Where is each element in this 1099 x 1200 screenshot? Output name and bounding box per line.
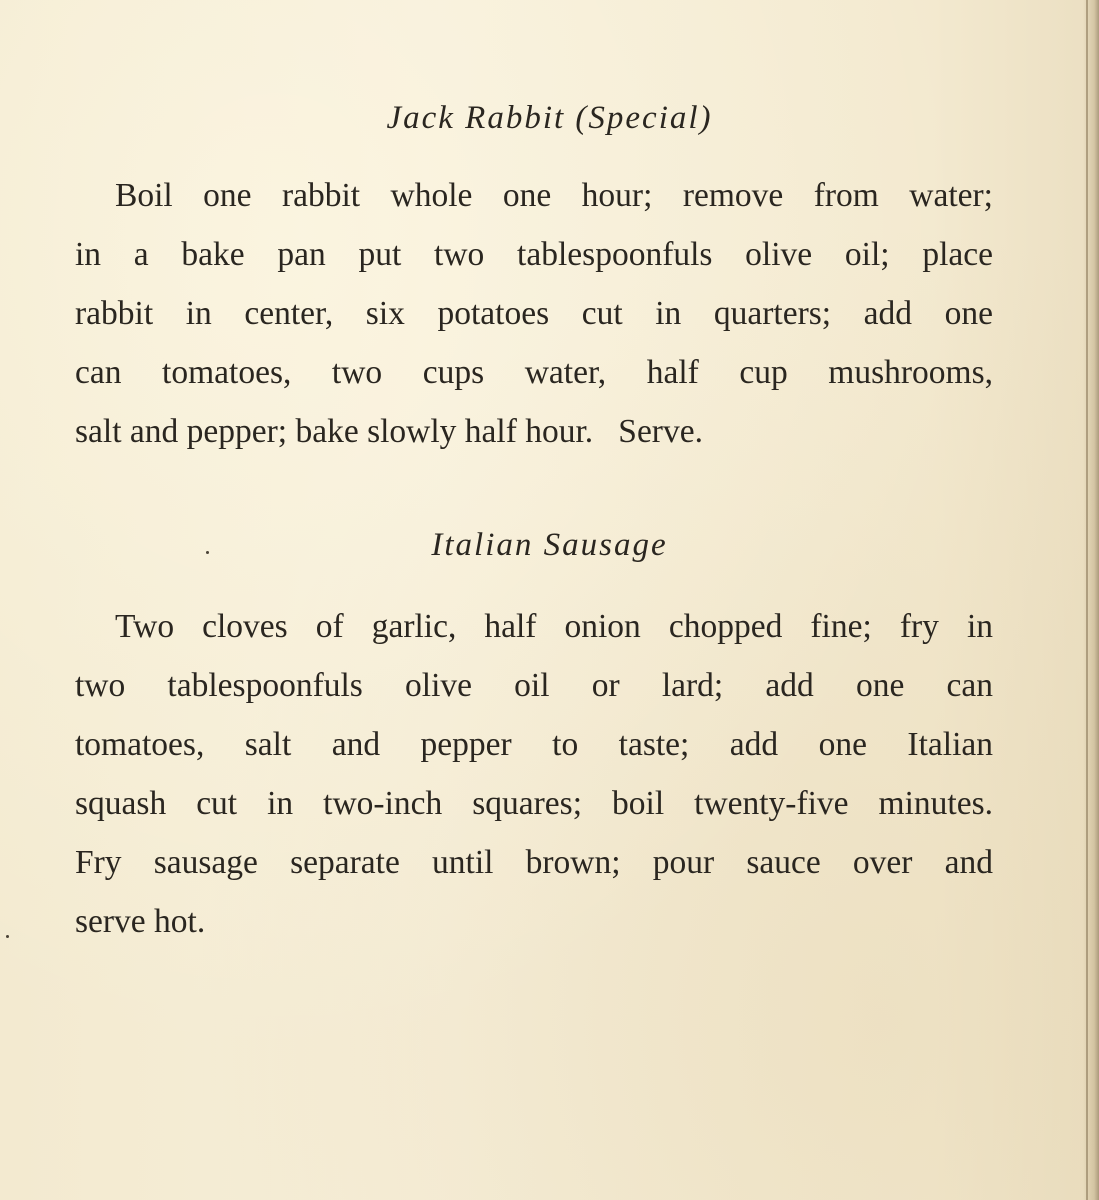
recipe-line: in a bake pan put two tablespoonfuls olive oil; place [75, 236, 993, 273]
recipe-body-jack-rabbit [75, 166, 993, 461]
recipe-line: salt and pepper; bake slowly half hour. Serve. [75, 413, 703, 450]
recipe-line: Fry sausage separate until brown; pour sauce over and [75, 844, 993, 881]
recipe-line: Two cloves of garlic, half onion chopped fine; fry in [115, 608, 993, 645]
recipe-title-italian-sausage: Italian Sausage [431, 527, 668, 563]
recipe-line: squash cut in two-inch squares; boil twenty-five minutes. [75, 785, 993, 822]
recipe-body-italian-sausage [75, 597, 993, 951]
recipe-title-jack-rabbit: Jack Rabbit (Special) [386, 100, 713, 136]
recipe-line: rabbit in center, six potatoes cut in quarters; add one [75, 295, 993, 332]
recipe-line: Boil one rabbit whole one hour; remove from water; [115, 177, 993, 214]
paper-speck [6, 935, 9, 938]
recipe-line: tomatoes, salt and pepper to taste; add one Italian [75, 726, 993, 763]
page-gutter-edge [1086, 0, 1088, 1200]
recipe-line: two tablespoonfuls olive oil or lard; add one can [75, 667, 993, 704]
recipe-line: can tomatoes, two cups water, half cup mushrooms, [75, 354, 993, 391]
recipe-line: serve hot. [75, 903, 206, 940]
